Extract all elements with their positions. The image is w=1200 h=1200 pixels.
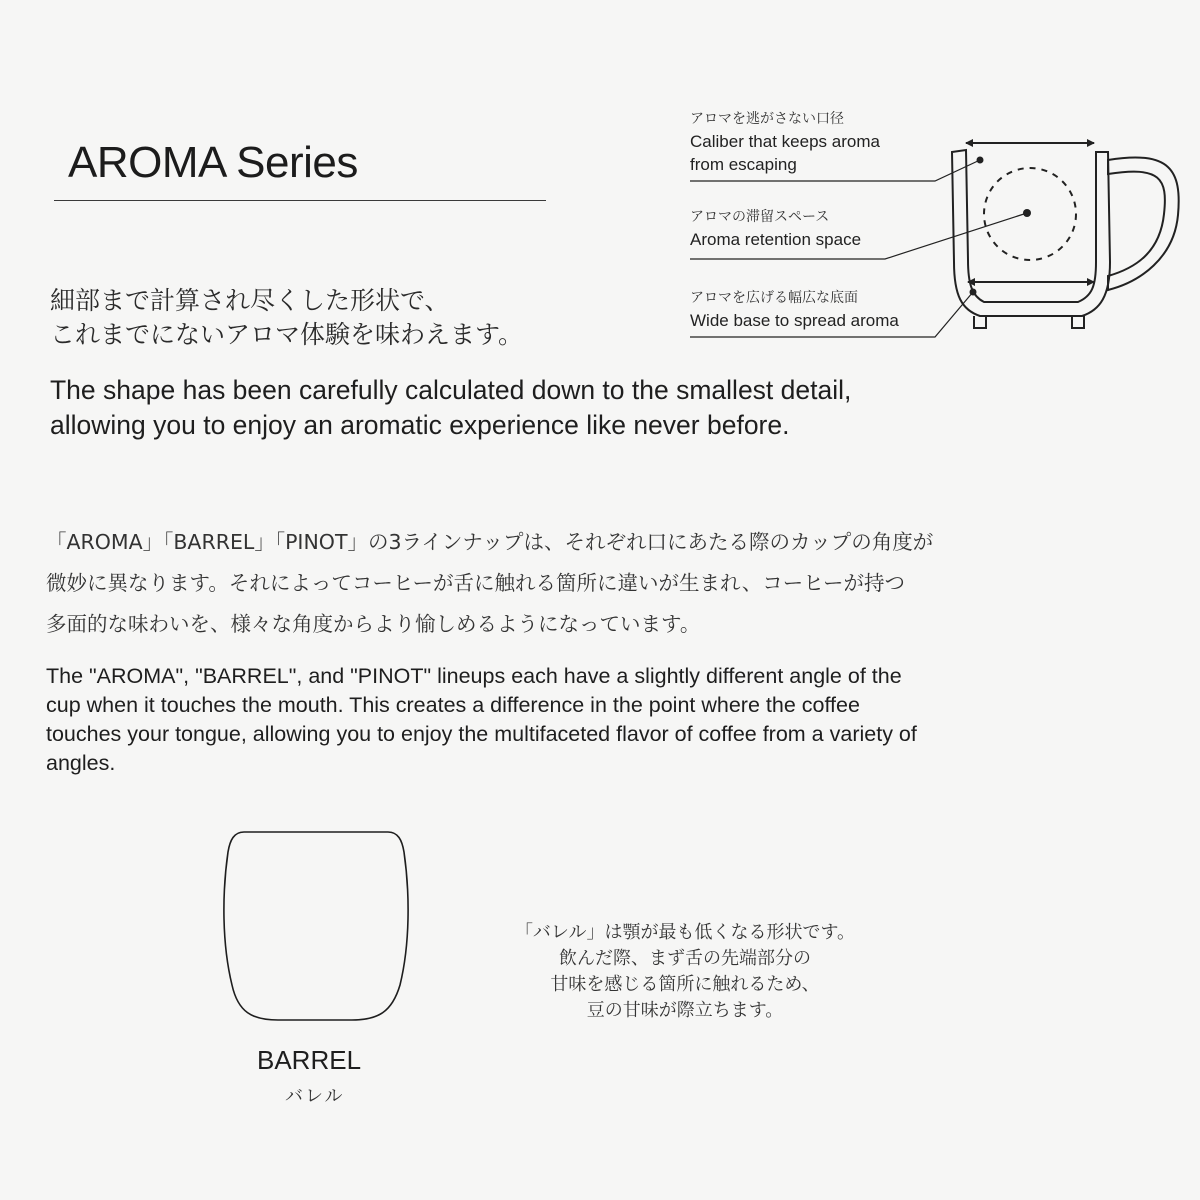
aroma-center-dot [1023, 209, 1031, 217]
barrel-kana: バレル [285, 1086, 345, 1107]
aroma-retention-circle [984, 168, 1076, 260]
intro-en-line: The shape has been carefully calculated down to the smallest detail, [50, 375, 852, 405]
lineup-en-line: touches your tongue, allowing you to enjoy the multifaceted flavor of coffee from a variety of [46, 722, 917, 746]
lineup-jp-line: 「AROMA」「BARREL」「PINOT」の3ラインナップは、それぞれ口にあたる際のカップの角度が [46, 530, 934, 554]
mug-foot-left [974, 316, 986, 328]
page-title: AROMA Series [68, 138, 358, 187]
barrel-desc-line: 豆の甘味が際立ちます。 [586, 1000, 784, 1021]
base-dot [970, 289, 977, 296]
diagram-label-retention [690, 206, 861, 251]
diagram-label-en: Aroma retention space [690, 230, 862, 249]
intro-english [50, 373, 851, 443]
mug-cross-section [952, 150, 1179, 328]
barrel-desc-line: 飲んだ際、まず舌の先端部分の [559, 948, 811, 969]
intro-jp-line: 細部まで計算され尽くした形状で、 [50, 286, 450, 315]
mug-handle [1108, 157, 1179, 290]
mug-outer-wall [952, 150, 1110, 316]
lineup-jp-line: 微妙に異なります。それによってコーヒーが舌に触れる箇所に違いが生まれ、コーヒーが持つ [46, 571, 905, 595]
lineup-english [46, 662, 1036, 778]
barrel-cup-icon [224, 832, 408, 1020]
intro-japanese [50, 284, 523, 352]
diagram-label-jp: アロマを広げる幅広な底面 [690, 290, 858, 306]
mug-foot-right [1072, 316, 1084, 328]
diagram-label-en: Caliber that keeps aroma [690, 132, 880, 151]
diagram-label-jp: アロマの滞留スペース [690, 209, 830, 225]
lineup-en-line: The "AROMA", "BARREL", and "PINOT" lineups each have a slightly different angle of the [46, 664, 902, 688]
lineup-jp-line: 多面的な味わいを、様々な角度からより愉しめるようになっています。 [46, 612, 701, 636]
diagram-label-jp: アロマを逃がさない口径 [690, 111, 844, 127]
lineup-en-line: angles. [46, 751, 116, 775]
diagram-label-caliber [690, 108, 880, 176]
intro-jp-line: これまでにないアロマ体験を味わえます。 [50, 320, 524, 349]
barrel-desc-line: 「バレル」は顎が最も低くなる形状です。 [514, 922, 856, 943]
barrel-desc-line: 甘味を感じる箇所に触れるため、 [550, 974, 820, 995]
intro-en-line: allowing you to enjoy an aromatic experience like never before. [50, 410, 790, 440]
diagram-label-en: Wide base to spread aroma [690, 311, 899, 330]
barrel-description [500, 920, 870, 1024]
diagram-label-en: from escaping [690, 155, 797, 174]
caliber-dot [977, 157, 984, 164]
lineup-en-line: cup when it touches the mouth. This creates a difference in the point where the coffee [46, 693, 860, 717]
barrel-name: BARREL [257, 1045, 362, 1075]
diagram-label-wide-base [690, 287, 899, 332]
lineup-japanese [46, 522, 933, 645]
title-divider [54, 200, 546, 201]
